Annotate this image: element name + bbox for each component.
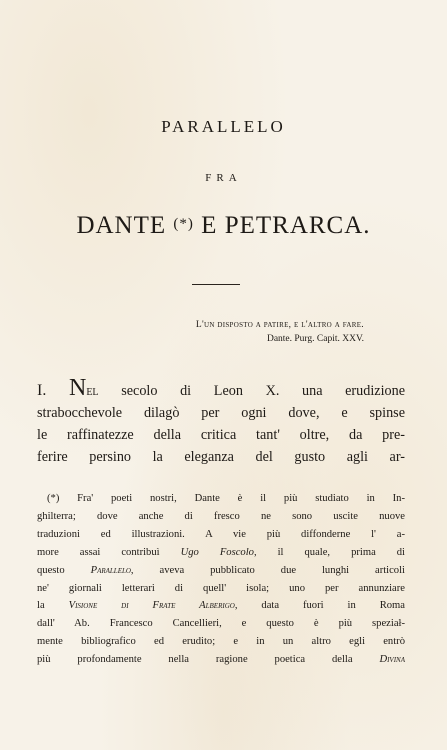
footnote-line-6: ne' giornali letterari di quell' isola; uno per annunziare (37, 582, 405, 594)
footnote-line-10-a: più profondamente nella ragione poetica della (37, 654, 353, 666)
footnote-line-5 (37, 562, 405, 580)
main-line-1-text: secolo di Leon X. una erudizione (121, 383, 406, 399)
title-divider (192, 284, 240, 285)
main-line-2: strabocchevole dilagò per ogni dove, e spinse (37, 405, 405, 421)
footnote-line-9: mente bibliografico ed erudito; e in un altro egli entrò (37, 636, 405, 648)
title-visione: Visione di Frate Alberigo (68, 600, 235, 612)
drop-capital: N (68, 375, 87, 401)
main-line-4: ferire persino la eleganza del gusto agli ar- (37, 449, 405, 465)
footnote-line-7-b: , data fuori in Roma (234, 600, 405, 612)
title-dante: DANTE (76, 212, 167, 239)
title-dante-petrarca (0, 212, 447, 240)
main-line-3: le raffinatezze della critica tant' oltre, da pre- (37, 427, 405, 443)
title-divina: Divina (379, 654, 405, 666)
footnote-line-2: ghilterra; dove anche di fresco ne sono uscite nuove (37, 510, 405, 522)
footnote-line-8: dall' Ab. Francesco Cancellieri, e questo è più speział- (37, 618, 405, 630)
small-caps-rest: el (86, 383, 99, 399)
footnote-marker: (*) (173, 216, 194, 232)
footnote-line-4-a: more assai contribuì (37, 546, 160, 558)
footnote-line-1: (*) Fra' poeti nostri, Dante è il più studiato in In- (47, 493, 405, 504)
footnote-line-5-a: questo (37, 564, 65, 576)
footnote-line-5-b: , aveva pubblicato due lunghi articoli (130, 564, 405, 576)
title-parallelo: PARALLELO (161, 117, 286, 136)
section-numeral: I. (37, 382, 47, 399)
footnote-line-3: traduzioni ed illustrazioni. A vie più diffonderne l' a- (37, 528, 405, 540)
title-parallelo-italic: Parallelo (90, 564, 131, 576)
main-line-1 (37, 375, 406, 402)
footnote-line-4 (37, 544, 405, 562)
footnote-line-4-b: , il quale, prima di (253, 546, 406, 558)
name-ugo-foscolo: Ugo Foscolo (180, 546, 254, 558)
title-fra: FRA (205, 172, 242, 184)
epigraph-quote: L'un disposto a patire, e l'altro a fare. (195, 320, 364, 330)
footnote-line-7-a: la (37, 600, 45, 612)
epigraph-source: Dante. Purg. Capit. XXV. (266, 334, 364, 344)
main-paragraph (37, 375, 406, 468)
footnote (37, 490, 405, 669)
title-petrarca: E PETRARCA. (201, 212, 371, 239)
footnote-line-10 (37, 651, 405, 669)
footnote-line-7 (37, 597, 405, 615)
